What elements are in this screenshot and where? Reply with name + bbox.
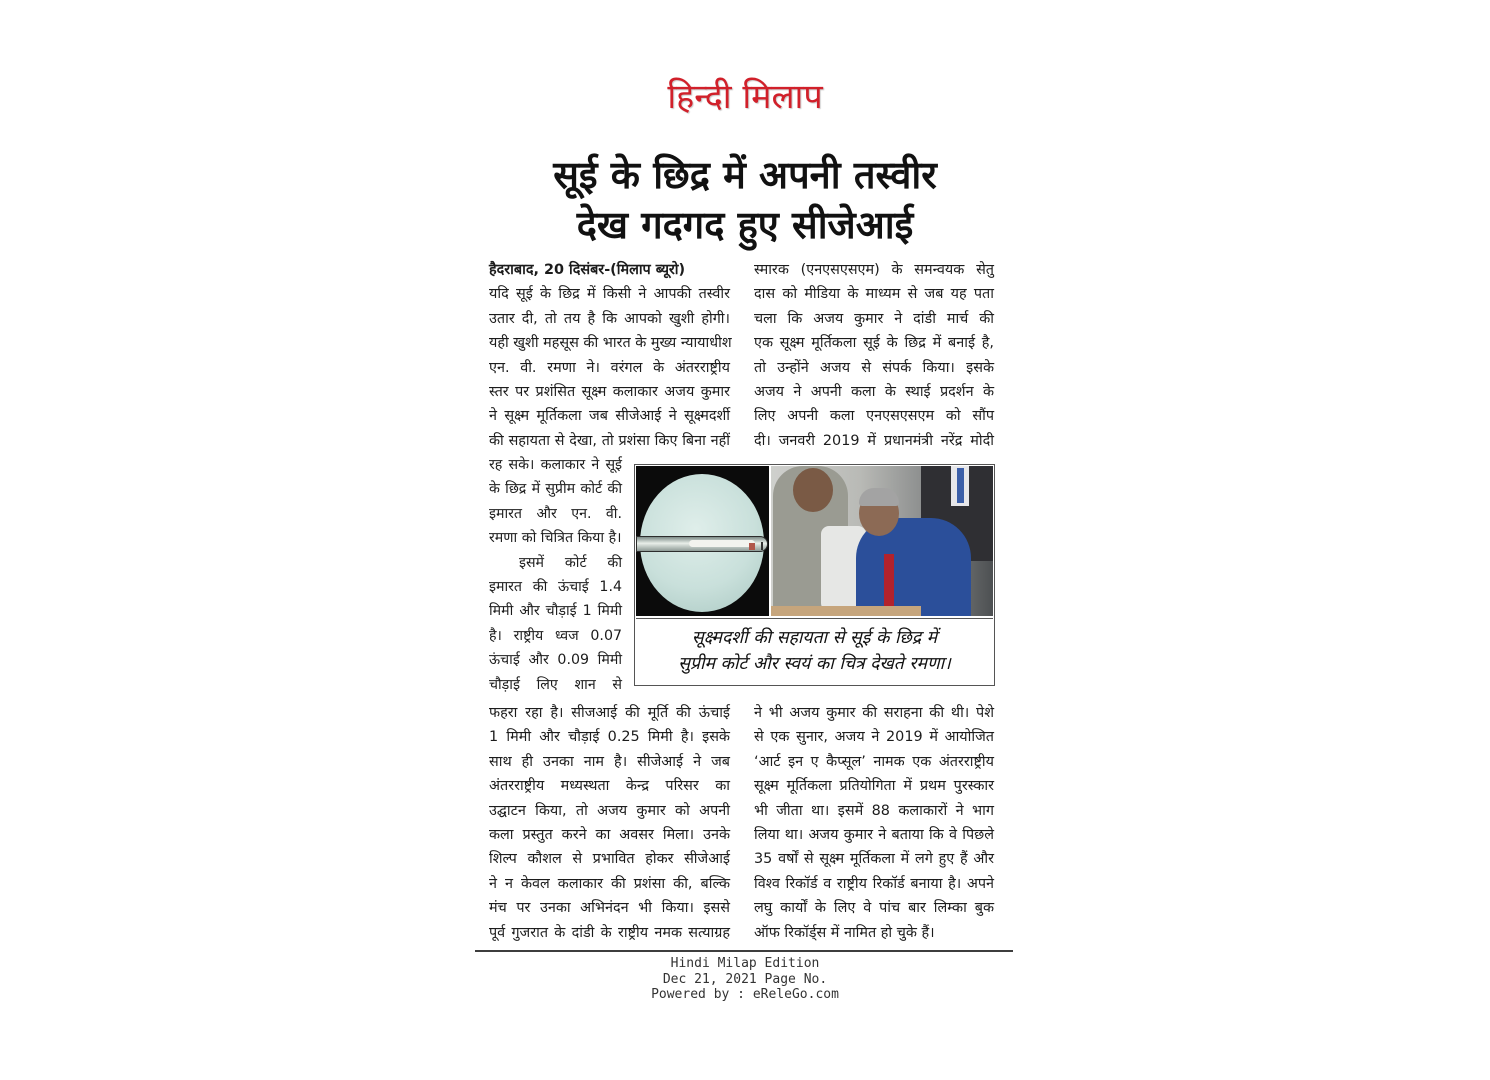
caption-line-2: सुप्रीम कोर्ट और स्वयं का चित्र देखते रमणा। — [678, 654, 951, 674]
text-line: एक सूक्ष्म मूर्तिकला सूई के छिद्र में बनाई है, — [754, 335, 994, 352]
text-line: के छिद्र में सुप्रीम कोर्ट की — [489, 481, 622, 498]
text-line: ऑफ रिकॉर्ड्स में नामित हो चुके हैं। — [754, 924, 935, 941]
article-column-5 — [754, 701, 994, 945]
text-line: इमारत और एन. वी. — [489, 505, 622, 522]
edition-footer — [545, 956, 945, 1003]
text-line: पूर्व गुजरात के दांडी के राष्ट्रीय नमक सत्याग्रह — [489, 924, 730, 941]
text-line: अजय ने अपनी कला के स्थाई प्रदर्शन के — [754, 384, 994, 401]
photo-judge-tie — [884, 554, 894, 614]
cji-at-microscope-photo — [771, 466, 993, 616]
newspaper-masthead-logo: हिन्दी मिलाप — [667, 77, 823, 117]
text-line: उद्घाटन किया, तो अजय कुमार को अपनी — [489, 802, 730, 819]
text-line: फहरा रहा है। सीजआई की मूर्ति की ऊंचाई — [489, 705, 730, 721]
text-line: शिल्प कौशल से प्रभावित होकर सीजेआई — [489, 851, 730, 868]
article-column-1 — [489, 258, 730, 453]
photo-caption — [636, 618, 993, 684]
text-line: उतार दी, तो तय है कि आपको खुशी होगी। — [489, 310, 730, 327]
microscope-view-photo — [636, 466, 769, 616]
text-line: कला प्रस्तुत करने का अवसर मिला। उनके — [489, 827, 730, 844]
dateline: हैदराबाद, 20 दिसंबर-(मिलाप ब्यूरो) — [489, 262, 686, 278]
article-column-3 — [489, 453, 622, 697]
photo-desk — [771, 606, 921, 616]
needle-eye — [689, 540, 755, 547]
divider-rule — [475, 950, 1013, 952]
headline-line-1: सूई के छिद्र में अपनी तस्वीर — [553, 153, 937, 197]
footer-edition: Hindi Milap Edition — [670, 956, 820, 971]
text-line: ऊंचाई और 0.09 मिमी — [489, 652, 622, 669]
text-line: स्तर पर प्रशंसित सूक्ष्म कलाकार अजय कुमार — [489, 384, 730, 401]
text-line: लिए अपनी कला एनएसएसएम को सौंप — [754, 408, 994, 425]
text-line: दी। जनवरी 2019 में प्रधानमंत्री नरेंद्र मोदी — [754, 432, 994, 449]
text-line: रह सके। कलाकार ने सूई — [489, 457, 622, 473]
text-line: स्मारक (एनएसएसएम) के समन्वयक सेतु — [754, 262, 994, 278]
news-photo-box — [634, 464, 995, 686]
text-line: तो उन्होंने अजय से संपर्क किया। इसके — [754, 359, 994, 376]
footer-powered-by: Powered by : eReleGo.com — [651, 987, 839, 1002]
miniature-court-sculpture — [749, 543, 755, 550]
text-line: से एक सुनार, अजय ने 2019 में आयोजित — [754, 729, 994, 746]
text-line: अंतरराष्ट्रीय मध्यस्थता केन्द्र परिसर का — [489, 778, 730, 795]
text-line: है। राष्ट्रीय ध्वज 0.07 — [489, 627, 622, 644]
text-line: सूक्ष्म मूर्तिकला प्रतियोगिता में प्रथम पुरस्कार — [754, 778, 994, 795]
text-line: यदि सूई के छिद्र में किसी ने आपकी तस्वीर — [489, 286, 730, 303]
text-line: 35 वर्षों से सूक्ष्म मूर्तिकला में लगे हुए हैं और — [754, 851, 994, 868]
text-line: लिया था। अजय कुमार ने बताया कि वे पिछले — [754, 827, 994, 844]
text-line: मंच पर उनका अभिनंदन भी किया। इससे — [489, 900, 730, 917]
text-line: यही खुशी महसूस की भारत के मुख्य न्यायाधीश — [489, 335, 732, 352]
text-line: लघु कार्यों के लिए वे पांच बार लिम्का बुक — [754, 900, 994, 917]
text-line: इसमें कोर्ट की — [519, 554, 622, 571]
needle-shape — [636, 536, 768, 552]
photo-artist-head — [793, 468, 833, 512]
headline-line-2: देख गदगद हुए सीजेआई — [576, 203, 914, 247]
text-line: इमारत की ऊंचाई 1.4 — [489, 579, 622, 596]
text-line: ने न केवल कलाकार की प्रशंसा की, बल्कि — [489, 875, 730, 892]
caption-line-1: सूक्ष्मदर्शी की सहायता से सूई के छिद्र में — [691, 628, 938, 648]
text-line: भी जीता था। इसमें 88 कलाकारों ने भाग — [754, 802, 994, 819]
article-headline — [490, 150, 1000, 250]
text-line: दास को मीडिया के माध्यम से जब यह पता — [754, 286, 994, 303]
text-line: चला कि अजय कुमार ने दांडी मार्च की — [754, 310, 994, 327]
photo-judge-hair — [859, 488, 899, 506]
miniature-flag — [761, 542, 763, 550]
text-line: 1 मिमी और चौड़ाई 0.25 मिमी है। इसके — [489, 729, 730, 746]
article-column-2 — [754, 258, 994, 453]
text-line: ने सूक्ष्म मूर्तिकला जब सीजेआई ने सूक्ष्मदर्शी — [489, 408, 730, 425]
photo-tie — [957, 468, 964, 503]
article-column-4 — [489, 701, 730, 945]
text-line: चौड़ाई लिए शान से — [489, 676, 622, 693]
text-line: ने भी अजय कुमार की सराहना की थी। पेशे — [754, 705, 994, 721]
text-line: साथ ही उनका नाम है। सीजेआई ने जब — [489, 753, 730, 770]
text-line: मिमी और चौड़ाई 1 मिमी — [489, 603, 622, 620]
text-line: रमणा को चित्रित किया है। — [489, 530, 622, 547]
text-line: एन. वी. रमणा ने। वरंगल के अंतरराष्ट्रीय — [489, 359, 730, 376]
text-line: विश्व रिकॉर्ड व राष्ट्रीय रिकॉर्ड बनाया है। अपने — [754, 875, 994, 892]
text-line: की सहायता से देखा, तो प्रशंसा किए बिना नहीं — [489, 432, 730, 449]
footer-date-page: Dec 21, 2021 Page No. — [662, 971, 828, 987]
text-line: ‘आर्ट इन ए कैप्सूल’ नामक एक अंतरराष्ट्रीय — [754, 753, 994, 770]
